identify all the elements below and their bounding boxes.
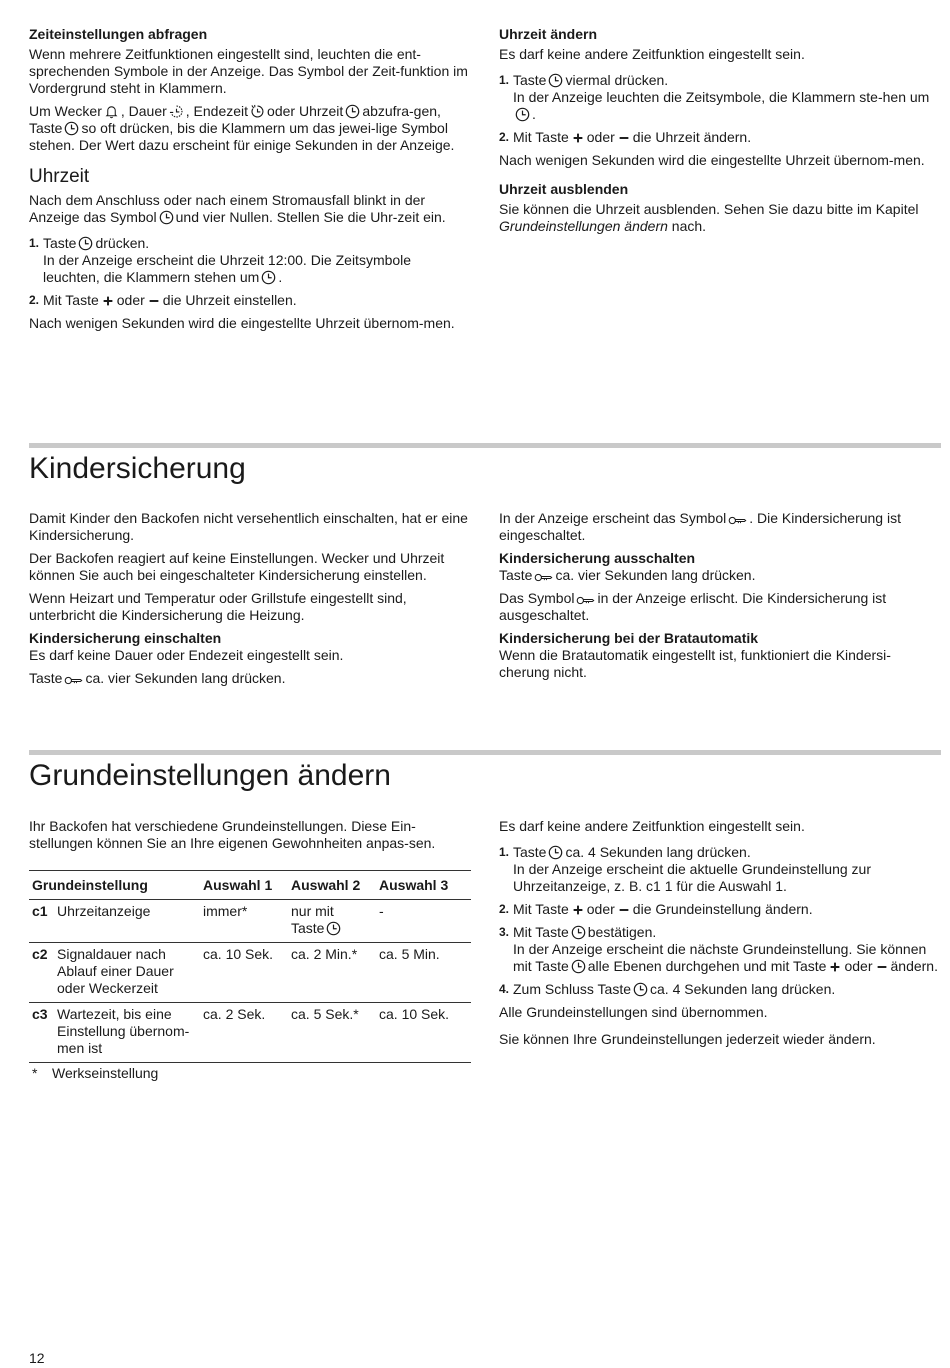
grund-precondition-paragraph: Es darf keine andere Zeitfunktion eingestellt sein. [499, 818, 805, 834]
kinder-brat-paragraph: Wenn die Bratautomatik eingestellt ist, funktioniert die Kindersi-cherung nicht. [499, 647, 891, 680]
uhrzeit-ausblenden-heading: Uhrzeit ausblenden [499, 181, 629, 197]
step-number: 1. [499, 845, 510, 859]
top-right-column [499, 26, 941, 241]
step-number: 2. [29, 293, 40, 307]
clock-icon [78, 236, 93, 251]
uhrzeit-aendern-end-paragraph: Nach wenigen Sekunden wird die eingestellte Uhrzeit übernom-men. [499, 152, 925, 168]
text-fragment: oder [844, 958, 873, 974]
text-fragment: viermal drücken. [565, 72, 669, 88]
kindersicherung-einschalten-heading: Kindersicherung einschalten [29, 630, 222, 646]
text-fragment: Zum Schluss Taste [513, 981, 632, 997]
text-fragment: die Uhrzeit einstellen. [162, 292, 297, 308]
text-fragment: ändern. [890, 958, 938, 974]
clock-icon [261, 270, 276, 285]
uhrzeit-step-1 [29, 235, 471, 286]
plus-icon [571, 131, 585, 145]
kinder-paragraph-3: Wenn Heizart und Temperatur oder Grillstufe eingestellt sind, unterbricht die Kindersicherung die Heizung. [29, 590, 407, 623]
key-icon [64, 675, 83, 686]
kinder-symbol-paragraph [499, 510, 941, 544]
text-fragment: Taste [513, 72, 547, 88]
clock-icon [159, 210, 174, 225]
uhrzeit-end-paragraph: Nach wenigen Sekunden wird die eingestellte Uhrzeit übernom-men. [29, 315, 455, 331]
column-header: Auswahl 3 [376, 871, 471, 900]
step-number: 1. [499, 73, 510, 87]
option-2: ca. 2 Min.* [288, 943, 376, 1003]
text-fragment: so oft drücken, bis die Klammern um das jewei-lige Symbol stehen. Der Wert dazu erscheint für einige Sekunden in der Anzeige. [29, 120, 455, 153]
text-fragment: In der Anzeige erscheint das Symbol [499, 510, 727, 526]
step-number: 2. [499, 130, 510, 144]
kinder-paragraph-2: Der Backofen reagiert auf keine Einstellungen. Wecker und Uhrzeit können Sie auch bei eingeschalteter Kindersicherung einstellen. [29, 550, 445, 583]
kinder-left-column [29, 510, 471, 693]
key-icon [728, 515, 747, 526]
end-time-icon [250, 104, 265, 119]
text-fragment: Taste [513, 844, 547, 860]
step-result: In der Anzeige erscheint die aktuelle Grundeinstellung zur Uhrzeitanzeige, z. B. c1 1 für die Auswahl 1. [513, 861, 871, 894]
text-fragment: ca. vier Sekunden lang drücken. [555, 567, 756, 583]
clock-icon [515, 107, 530, 122]
kinder-ein-paragraph-2 [29, 670, 471, 687]
clock-icon [548, 73, 563, 88]
column-header: Auswahl 1 [200, 871, 288, 900]
text-fragment: Mit Taste [513, 901, 569, 917]
text-fragment: In der Anzeige erscheint die Uhrzeit 12:00. Die Zeitsymbole leuchten, die Klammern stehen um [43, 252, 412, 285]
table-row [29, 943, 471, 1003]
text-fragment: die Grundeinstellung ändern. [632, 901, 813, 917]
chapter-reference: Grundeinstellungen ändern [499, 218, 668, 234]
step-number: 3. [499, 925, 510, 939]
zeiteinstellungen-paragraph: Wenn mehrere Zeitfunktionen eingestellt sind, leuchten die ent-sprechenden Symbole in der Anzeige. Das Symbol der Zeit-funktion im Vordergrund steht in Klammern. [29, 46, 468, 96]
section-divider [29, 750, 941, 755]
minus-icon [617, 903, 631, 917]
text-fragment: ca. 4 Sekunden lang drücken. [565, 844, 751, 860]
uhrzeit-step-2 [29, 292, 471, 309]
text-fragment: Taste [291, 920, 325, 936]
footnote-mark: * [32, 1065, 38, 1081]
text-fragment: Taste [29, 670, 63, 686]
setting-code: c1 [29, 900, 54, 943]
table-header-row [29, 871, 471, 900]
text-fragment: und vier Nullen. Stellen Sie die Uhr-zeit ein. [175, 209, 446, 225]
text-fragment: oder [586, 129, 615, 145]
kinder-paragraph-1: Damit Kinder den Backofen nicht versehentlich einschalten, hat er eine Kindersicherung. [29, 510, 468, 543]
clock-icon [571, 959, 586, 974]
aendern-step-1 [499, 72, 941, 123]
aendern-step-2 [499, 129, 941, 146]
duration-icon [169, 104, 184, 119]
kindersicherung-bratautomatik-heading: Kindersicherung bei der Bratautomatik [499, 630, 759, 646]
text-fragment: Nach dem Anschluss oder nach einem Stromausfall blinkt in der Anzeige das Symbol [29, 192, 426, 225]
kindersicherung-ausschalten-heading: Kindersicherung ausschalten [499, 550, 696, 566]
text-fragment: . [278, 269, 283, 285]
page-number: 12 [29, 1350, 45, 1366]
text-fragment: Um Wecker [29, 103, 102, 119]
text-fragment: Das Symbol [499, 590, 575, 606]
text-fragment: In der Anzeige leuchten die Zeitsymbole, die Klammern ste-hen um [513, 89, 930, 105]
option-3: ca. 10 Sek. [376, 1003, 471, 1063]
minus-icon [875, 960, 889, 974]
text-fragment: . [532, 106, 536, 122]
table-row [29, 1003, 471, 1063]
kinder-aus-paragraph-1 [499, 567, 941, 584]
option-2 [288, 900, 376, 943]
option-3: ca. 5 Min. [376, 943, 471, 1003]
text-fragment: , Dauer [120, 103, 167, 119]
option-1: immer* [200, 900, 288, 943]
text-fragment: die Uhrzeit ändern. [632, 129, 752, 145]
grund-step-3 [499, 924, 941, 975]
plus-icon [101, 294, 115, 308]
grund-intro-paragraph: Ihr Backofen hat verschiedene Grundeinstellungen. Diese Ein-stellungen können Sie an Ihre eigenen Gewohnheiten anpas-sen. [29, 818, 436, 851]
option-1: ca. 10 Sek. [200, 943, 288, 1003]
footnote-text: Werkseinstellung [52, 1065, 159, 1081]
step-result [513, 941, 941, 975]
key-icon [534, 572, 553, 583]
minus-icon [617, 131, 631, 145]
text-fragment: Sie können die Uhrzeit ausblenden. Sehen Sie dazu bitte im Kapitel [499, 201, 919, 217]
grund-step-4 [499, 981, 941, 998]
text-fragment: nach. [671, 218, 707, 234]
text-fragment: Mit Taste [43, 292, 99, 308]
grundeinstellungen-table [29, 870, 471, 1063]
step-result [513, 89, 941, 123]
step-result [43, 252, 471, 286]
column-header: Auswahl 2 [288, 871, 376, 900]
text-fragment: Taste [43, 235, 77, 251]
section-divider [29, 443, 941, 448]
clock-icon [571, 925, 586, 940]
text-fragment: abzufra-gen, Taste [29, 103, 441, 136]
column-header: Grundeinstellung [29, 871, 200, 900]
key-icon [576, 595, 595, 606]
text-fragment: oder Uhrzeit [267, 103, 344, 119]
text-fragment: bestätigen. [587, 924, 657, 940]
option-1: ca. 2 Sek. [200, 1003, 288, 1063]
plus-icon [571, 903, 585, 917]
text-fragment: Mit Taste [513, 129, 569, 145]
top-left-column [29, 26, 471, 338]
step-number: 1. [29, 236, 40, 250]
option-2: ca. 5 Sek.* [288, 1003, 376, 1063]
kindersicherung-title: Kindersicherung [29, 452, 246, 485]
uhrzeit-aendern-heading: Uhrzeit ändern [499, 26, 598, 42]
text-fragment: Taste [499, 567, 533, 583]
text-fragment: in der Anzeige erlischt. Die Kindersicherung ist ausgeschaltet. [499, 590, 887, 623]
setting-name: Wartezeit, bis eine Einstellung übernom-men ist [54, 1003, 200, 1063]
text-fragment: Mit Taste [513, 924, 569, 940]
setting-name: Signaldauer nach Ablauf einer Dauer oder Weckerzeit [54, 943, 200, 1003]
zeiteinstellungen-heading: Zeiteinstellungen abfragen [29, 26, 208, 42]
option-3: - [376, 900, 471, 943]
text-fragment: . Die Kindersicherung ist eingeschaltet. [499, 510, 901, 543]
clock-icon [548, 845, 563, 860]
grund-end-paragraph-1: Alle Grundeinstellungen sind übernommen. [499, 1004, 768, 1020]
grund-right-column [499, 818, 941, 1054]
grundeinstellungen-title: Grundeinstellungen ändern [29, 759, 391, 792]
clock-icon [345, 104, 360, 119]
grund-end-paragraph-2: Sie können Ihre Grundeinstellungen jederzeit wieder ändern. [499, 1031, 876, 1047]
uhrzeit-ausblenden-paragraph [499, 201, 941, 235]
uhrzeit-heading: Uhrzeit [29, 166, 90, 187]
text-fragment: oder [116, 292, 145, 308]
clock-icon [64, 121, 79, 136]
text-fragment: nur mit [291, 903, 334, 919]
step-number: 4. [499, 982, 510, 996]
zeiteinstellungen-query-paragraph [29, 103, 471, 154]
setting-code: c3 [29, 1003, 54, 1063]
clock-icon [326, 921, 341, 936]
table-row [29, 900, 471, 943]
text-fragment: alle Ebenen durchgehen und mit Taste [587, 958, 827, 974]
setting-code: c2 [29, 943, 54, 1003]
text-fragment: oder [586, 901, 615, 917]
uhrzeit-intro-paragraph [29, 192, 471, 226]
kinder-ein-paragraph-1: Es darf keine Dauer oder Endezeit eingestellt sein. [29, 647, 344, 663]
uhrzeit-aendern-paragraph: Es darf keine andere Zeitfunktion eingestellt sein. [499, 46, 805, 62]
text-fragment: , Endezeit [185, 103, 249, 119]
text-fragment: drücken. [95, 235, 150, 251]
plus-icon [828, 960, 842, 974]
grund-left-column [29, 818, 471, 1082]
clock-icon [633, 982, 648, 997]
kinder-right-column [499, 510, 941, 687]
text-fragment: ca. vier Sekunden lang drücken. [85, 670, 286, 686]
kinder-aus-paragraph-2 [499, 590, 941, 624]
grund-step-1 [499, 844, 941, 895]
setting-name: Uhrzeitanzeige [54, 900, 200, 943]
minus-icon [147, 294, 161, 308]
text-fragment: In der Anzeige erscheint die nächste Grundeinstellung. Sie können mit Taste [513, 941, 927, 974]
text-fragment: ca. 4 Sekunden lang drücken. [650, 981, 836, 997]
grund-step-2 [499, 901, 941, 918]
step-number: 2. [499, 902, 510, 916]
table-footnote [29, 1065, 471, 1082]
bell-icon [104, 104, 119, 119]
